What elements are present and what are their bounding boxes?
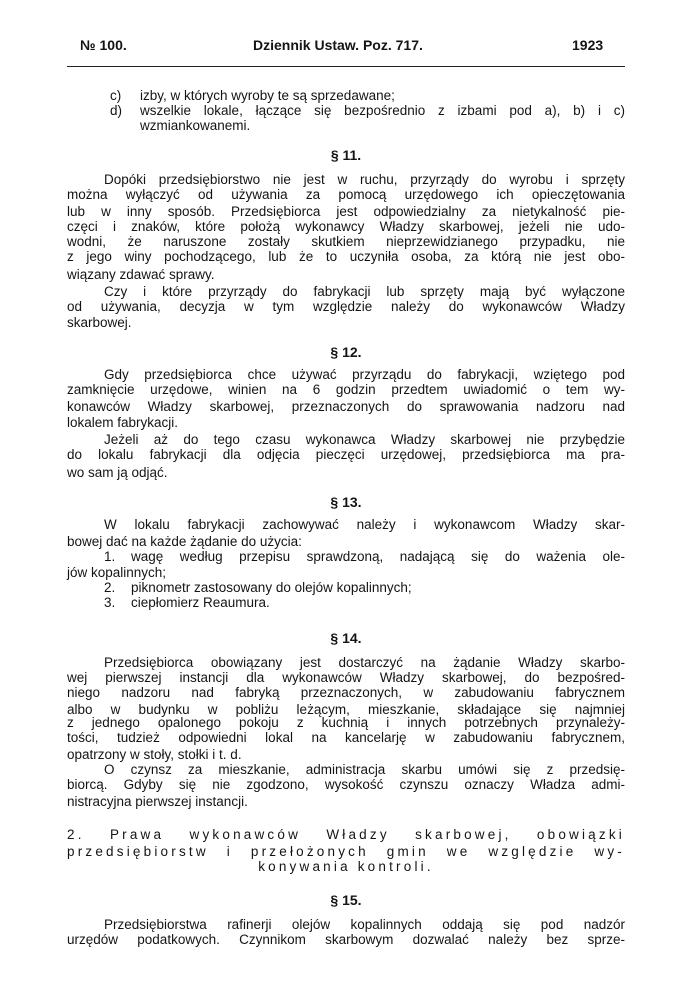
section-heading: § 11.: [330, 147, 362, 163]
chapter-heading-line: 2. Prawa wykonawców Władzy skarbowej, obowiązki: [67, 827, 625, 842]
text-line: niego nadzoru nad fabryką przeznaczonych, w zabudowaniu fabrycznem: [67, 685, 625, 700]
journal-title: Dziennik Ustaw. Poz. 717.: [253, 37, 423, 53]
text-line: urzędów podatkowych. Czynnikom skarbowym dozwalać należy bez sprze-: [67, 932, 625, 947]
list-marker: 3.: [104, 595, 116, 610]
text-line: Czy i które przyrządy do fabrykacji lub sprzęty mają być wyłączone: [104, 284, 625, 299]
list-line: wszelkie lokale, łączące się bezpośrednio z izbami pod a), b) i c): [140, 103, 625, 118]
text-line: wodni, że naruszone zostały skutkiem nieprzewidzianego przypadku, nie: [67, 234, 625, 249]
text-line: wej pierwszej instancji dla wykonawców Władzy skarbowej, do bezpośred-: [67, 670, 625, 685]
text-line: biorcą. Gdyby się nie zgodzono, wysokość czynszu oznaczy Władza admi-: [67, 777, 625, 792]
header-rule: [67, 66, 625, 67]
text-line: Gdy przedsiębiorca chce używać przyrządu do fabrykacji, wziętego pod: [104, 367, 625, 382]
text-line: Dopóki przedsiębiorstwo nie jest w ruchu, przyrządy do wyrobu i sprzęty: [104, 172, 625, 187]
list-marker: c): [110, 88, 122, 103]
chapter-heading-line: przedsiębiorstw i przełożonych gmin we względzie wy-: [67, 844, 625, 859]
text-line: wo sam ją odjąć.: [67, 465, 168, 480]
section-heading: § 12.: [330, 344, 362, 360]
text-line: lokalem fabrykacji.: [67, 415, 179, 430]
text-line: O czynsz za mieszkanie, administracja skarbu umówi się z przedsię-: [104, 762, 625, 777]
text-line: wagę według przepisu sprawdzoną, nadającą się do ważenia ole-: [131, 549, 625, 564]
text-line: można wyłączyć od używania za pomocą urzędowego ich opieczętowania: [67, 187, 625, 202]
text-line: do lokalu fabrykacji dla odjęcia pieczęci urzędowej, przedsiębiorca ma pra-: [67, 447, 625, 462]
text-line: piknometr zastosowany do olejów kopalinnych;: [131, 580, 412, 595]
text-line: W lokalu fabrykacji zachowywać należy i wykonawcom Władzy skar-: [104, 517, 625, 532]
chapter-heading-line: konywania kontroli.: [258, 859, 434, 874]
section-heading: § 14.: [330, 630, 362, 646]
list-marker: 1.: [104, 549, 116, 564]
text-line: bowej dać na każde żądanie do użycia:: [67, 534, 302, 549]
list-line: izby, w których wyroby te są sprzedawane;: [140, 88, 395, 103]
list-line: wzmiankowanemi.: [140, 118, 251, 133]
text-line: Jeżeli aż do tego czasu wykonawca Władzy skarbowej nie przybędzie: [104, 432, 625, 447]
text-line: jów kopalinnych;: [67, 565, 167, 580]
text-line: Przedsiębiorstwa rafinerji olejów kopalinnych oddają się pod nadzór: [104, 917, 625, 932]
text-line: skarbowej.: [67, 315, 132, 330]
text-line: albo w budynku w pobliżu leżącym, mieszkanie, składające się najmniej: [67, 702, 625, 717]
text-line: częci i znaków, które położą wykonawcy Władzy skarbowej, jeżeli nie udo-: [67, 219, 625, 234]
text-line: od używania, decyzja w tym względzie należy do wykonawców Władzy: [67, 299, 625, 314]
text-line: tości, tudzież odpowiedni lokal na kancelarję w zabudowaniu fabrycznem,: [67, 730, 625, 745]
text-line: z jego winy pochodzącego, lub że to uczyniła osoba, za którą nie jest obo-: [67, 249, 625, 264]
text-line: konawców Władzy skarbowej, przeznaczonych do sprawowania nadzoru nad: [67, 399, 625, 414]
text-line: ciepłomierz Reaumura.: [131, 595, 270, 610]
text-line: zamknięcie urzędowe, winien na 6 godzin przedtem uwiadomić o tem wy-: [67, 382, 625, 397]
section-heading: § 15.: [330, 892, 362, 908]
text-line: z jednego opalonego pokoju z kuchnią i innych potrzebnych przynależy-: [67, 715, 625, 730]
text-line: Przedsiębiorca obowiązany jest dostarczyć na żądanie Władzy skarbo-: [104, 655, 625, 670]
issue-number: № 100.: [80, 37, 127, 53]
year: 1923: [572, 37, 604, 53]
list-marker: d): [110, 103, 123, 118]
text-line: lub w inny sposób. Przedsiębiorca jest odpowiedzialny za nietykalność pie-: [67, 204, 625, 219]
text-line: wiązany zdawać sprawy.: [67, 267, 215, 282]
section-heading: § 13.: [330, 494, 362, 510]
text-line: nistracyjna pierwszej instancji.: [67, 794, 248, 809]
list-marker: 2.: [104, 580, 116, 595]
text-line: opatrzony w stoły, stołki i t. d.: [67, 747, 242, 762]
